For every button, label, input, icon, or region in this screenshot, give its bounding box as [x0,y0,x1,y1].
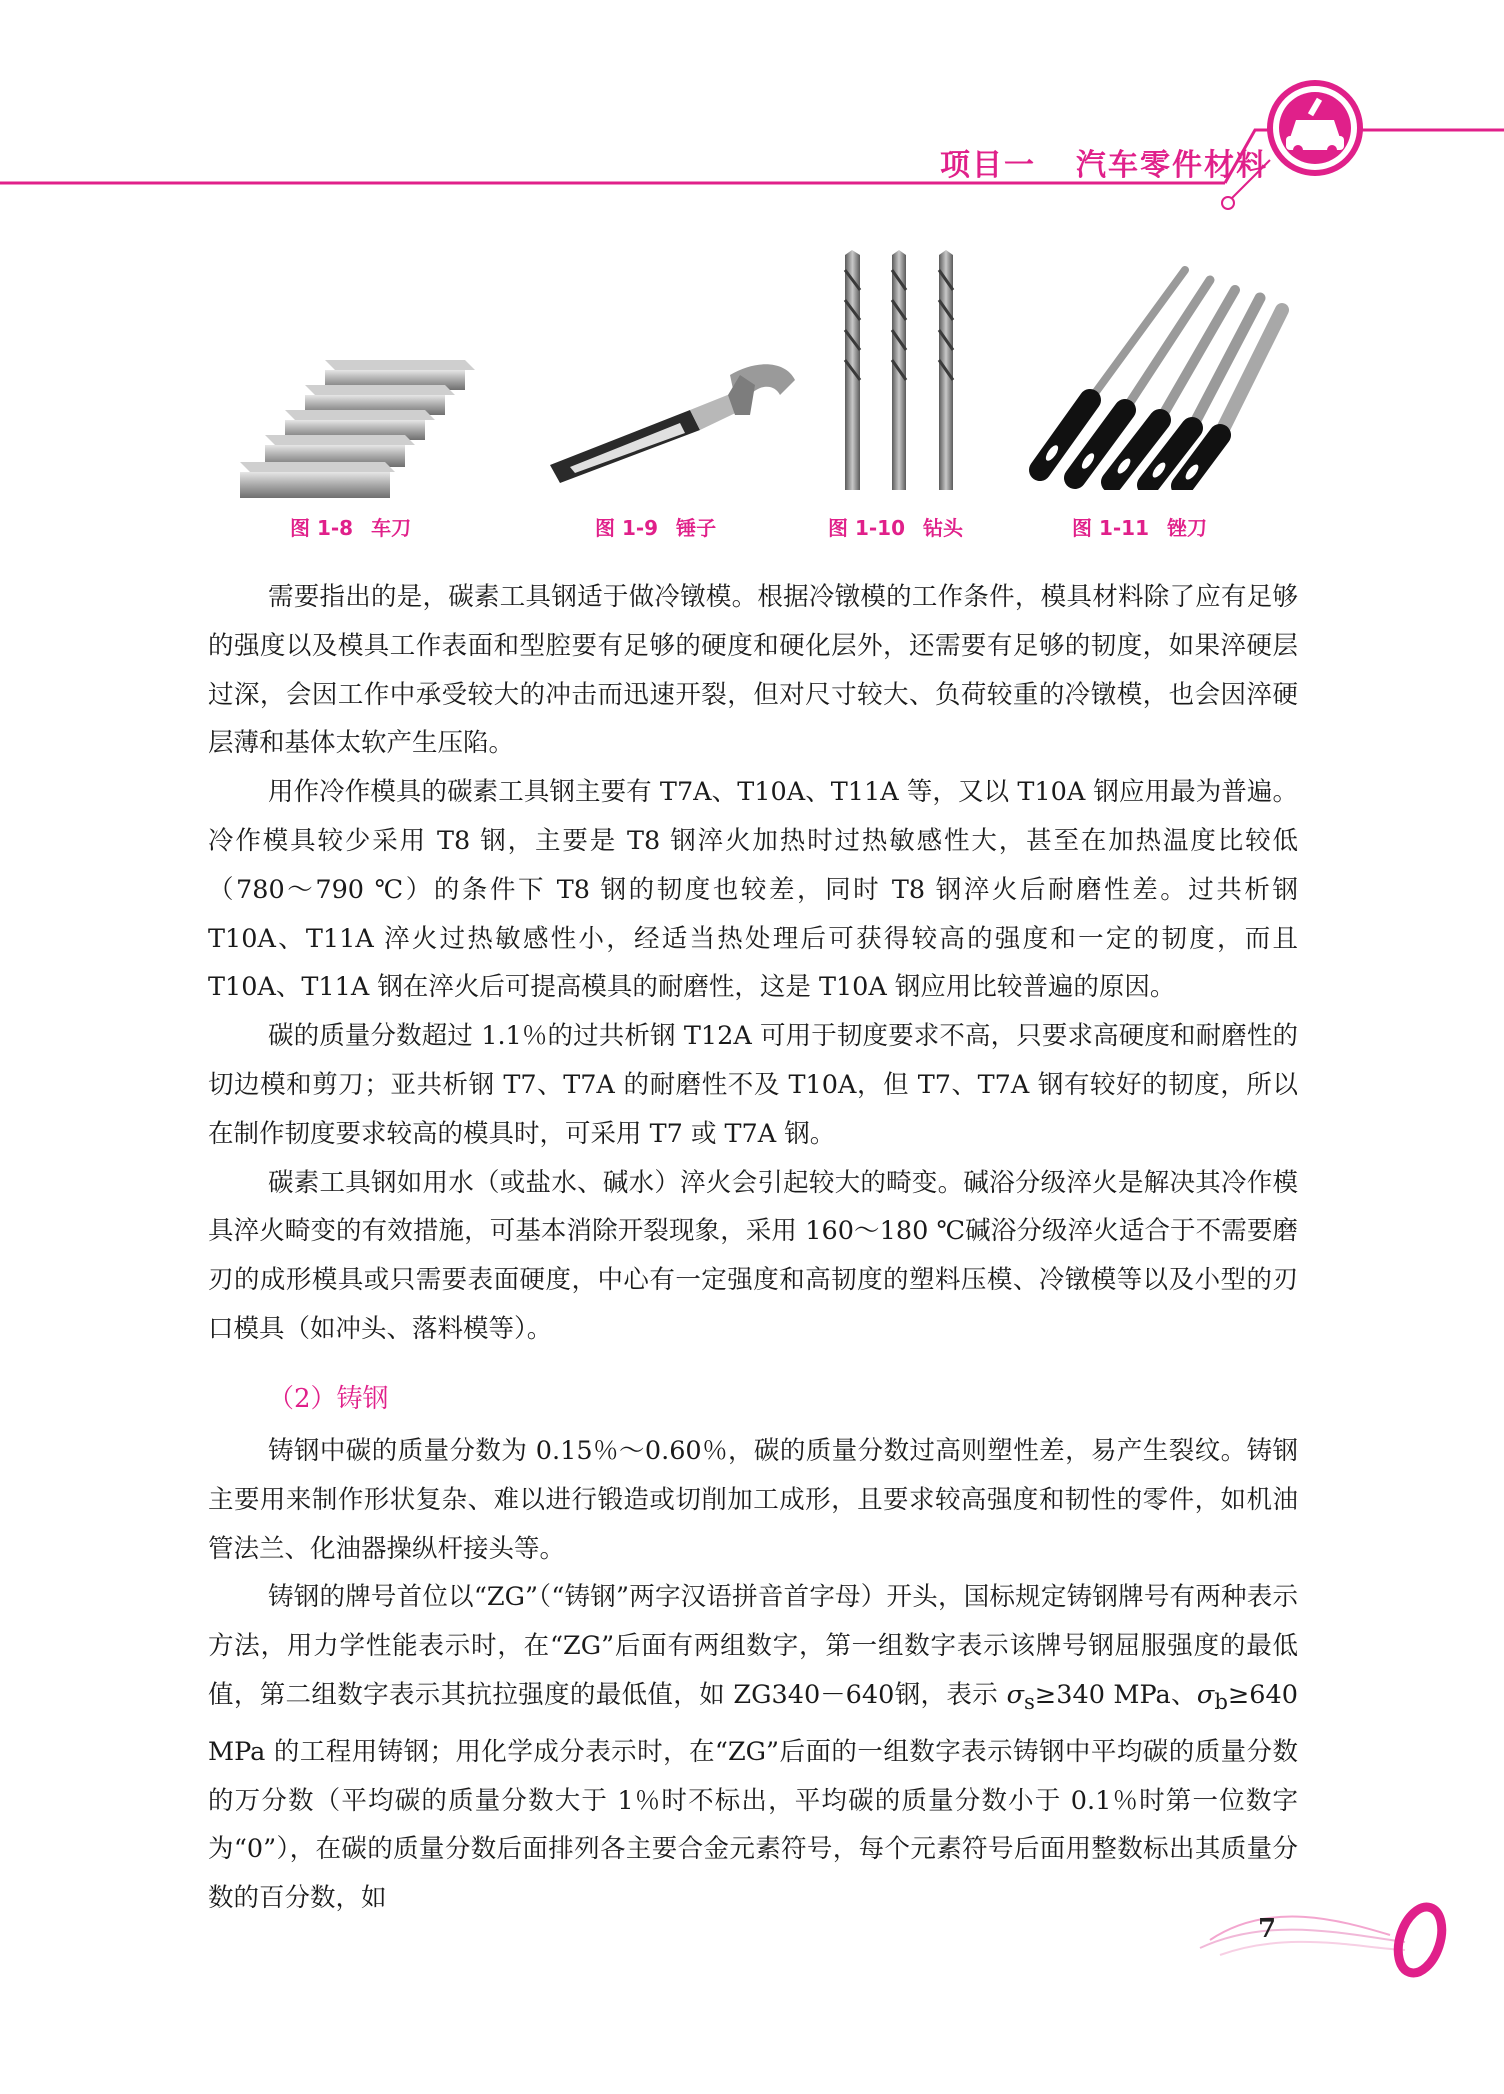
body-text-cast-steel [208,1427,1298,1923]
drill-bit-icon [830,250,970,500]
sigma-symbol: σ [1196,1679,1215,1710]
body-text-carbon-tool-steel [208,573,1298,1354]
paragraph: 需要指出的是，碳素工具钢适于做冷镦模。根据冷镦模的工作条件，模具材料除了应有足够的强度以及模具工作表面和型腔要有足够的硬度和硬化层外，还需要有足够的韧度，如果淬硬层过深，会因工作中承受较大的冲击而迅速开裂，但对尺寸较大、负荷较重的冷镦模，也会因淬硬层薄和基体太软产生压陷。 [208,582,1298,759]
chapter-label: 项目一 [940,148,1036,183]
section-heading-cast-steel: （2）铸钢 [268,1384,389,1414]
figure-caption-1-8 [290,512,411,541]
zg-text-part1: 铸钢的牌号首位以“ZG”（“铸钢”两字汉语拼音首字母）开头，国标规定铸钢牌号有两种表示方法，用力学性能表示时，在“ZG”后面有两组数字，第一组数字表示该牌号钢屈服强度的最低值，第二组数字表示其抗拉强度的最低值，如 ZG340－640钢，表示 [208,1582,1298,1710]
figure-caption-1-10 [828,512,963,541]
figure-caption-1-9 [595,512,716,541]
figure-title: 钻头 [923,516,964,540]
paragraph: 用作冷作模具的碳素工具钢主要有 T7A、T10A、T11A 等，又以 T10A 钢应用最为普遍。冷作模具较少采用 T8 钢，主要是 T8 钢淬火加热时过热敏感性大，甚至在加热温度比较低（780～790 ℃）的条件下 T8 钢的韧度也较差，同时 T8 钢淬火后耐磨性差。过共析钢 T10A、T11A 淬火过热敏感性小，经适当热处理后可获得较高的强度和一定的韧度，而且 T10A、T11A 钢在淬火后可提高模具的耐磨性，这是 T10A 钢应用比较普遍的原因。 [208,777,1298,1003]
header-decoration [0,0,1504,220]
subscript-s: s [1023,1690,1035,1716]
file-tool-icon [1020,260,1310,490]
figure-title: 锉刀 [1167,516,1208,540]
zg-text-part2: ≥340 MPa、 [1034,1679,1197,1710]
figure-row [0,240,1504,550]
figure-number: 图 1-9 [595,516,659,540]
page-footer-decoration [1190,1880,1490,2000]
figure-title: 车刀 [371,516,412,540]
turning-tool-icon [230,350,490,510]
figure-number: 图 1-11 [1072,516,1150,540]
page-number: 7 [1258,1914,1277,1944]
chapter-title: 汽车零件材料 [1076,148,1268,183]
figure-number: 图 1-8 [290,516,354,540]
paragraph: 碳素工具钢如用水（或盐水、碱水）淬火会引起较大的畸变。碱浴分级淬火是解决其冷作模具淬火畸变的有效措施，可基本消除开裂现象，采用 160～180 ℃碱浴分级淬火适合于不需要磨刃的成形模具或只需要表面硬度，中心有一定强度和高韧度的塑料压模、冷镦模等以及小型的刃口模具（如冲头、落料模等）。 [208,1167,1298,1344]
zg-text-part3: ≥640 MPa 的工程用铸钢；用化学成分表示时，在“ZG”后面的一组数字表示铸钢中平均碳的质量分数的万分数（平均碳的质量分数大于 1％时不标出，平均碳的质量分数小于 0.1％时第一位数字为“0”），在碳的质量分数后面排列各主要合金元素符号，每个元素符号后面用整数标出其质量分数的百分数，如 [208,1679,1298,1914]
paragraph-zg-designation [208,1573,1298,1923]
paragraph: 碳的质量分数超过 1.1％的过共析钢 T12A 可用于韧度要求不高，只要求高硬度和耐磨性的切边模和剪刀；亚共析钢 T7、T7A 的耐磨性不及 T10A，但 T7、T7A 钢有较好的韧度，所以在制作韧度要求较高的模具时，可采用 T7 或 T7A 钢。 [208,1021,1298,1149]
figure-title: 锤子 [676,516,717,540]
page-header [0,0,1504,220]
figure-caption-1-11 [1072,512,1207,541]
hammer-icon [540,355,810,485]
figure-number: 图 1-10 [828,516,906,540]
subscript-b: b [1214,1690,1228,1716]
header-title [940,140,1268,184]
sigma-symbol: σ [1006,1679,1024,1710]
paragraph: 铸钢中碳的质量分数为 0.15％～0.60％，碳的质量分数过高则塑性差，易产生裂纹。铸钢主要用来制作形状复杂、难以进行锻造或切削加工成形，且要求较高强度和韧性的零件，如机油管法兰、化油器操纵杆接头等。 [208,1436,1298,1564]
